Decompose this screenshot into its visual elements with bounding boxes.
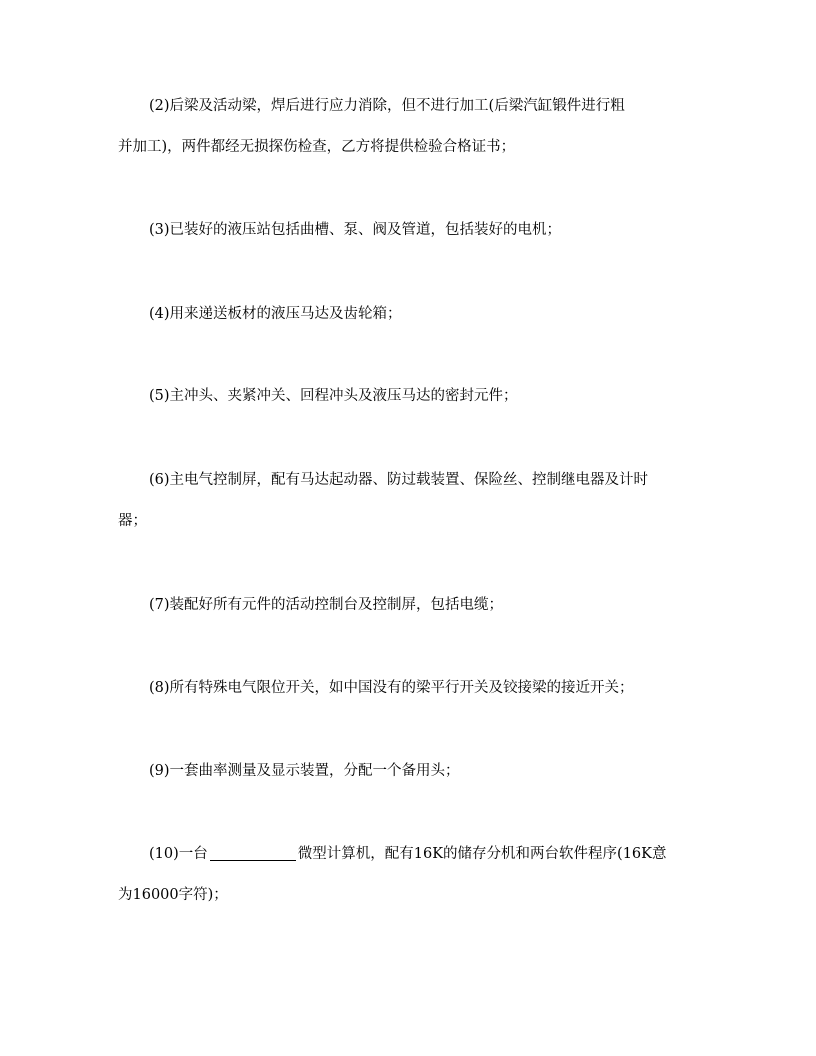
list-item-7	[118, 585, 698, 626]
list-item-3-line-1: (3)已装好的液压站包括曲槽、泵、阀及管道，包括装好的电机；	[149, 222, 562, 238]
list-item-2-line-2: 并加工)，两件都经无损探伤检查，乙方将提供检验合格证书；	[118, 139, 516, 155]
list-item-9	[118, 751, 698, 792]
list-item-4	[118, 294, 698, 335]
list-item-3	[118, 210, 698, 251]
list-item-2	[118, 86, 698, 168]
fill-in-blank	[210, 844, 296, 861]
list-item-7-line-1: (7)装配好所有元件的活动控制台及控制屏，包括电缆；	[149, 597, 504, 613]
list-item-8	[118, 668, 698, 709]
list-item-9-line-1: (9)一套曲率测量及显示装置，分配一个备用头；	[149, 763, 460, 779]
list-item-10-line-2: 为16000字符)；	[118, 887, 228, 903]
list-item-10-suffix: 微型计算机，配有16K的储存分机和两台软件程序(16K意	[297, 846, 667, 862]
list-item-8-line-1: (8)所有特殊电气限位开关，如中国没有的梁平行开关及铰接梁的接近开关；	[149, 680, 634, 696]
list-item-10-prefix: (10)一台	[149, 846, 208, 862]
list-item-2-line-1: (2)后梁及活动梁，焊后进行应力消除，但不进行加工(后梁汽缸锻件进行粗	[149, 98, 625, 114]
list-item-6-line-1: (6)主电气控制屏，配有马达起动器、防过载装置、保险丝、控制继电器及计时	[149, 472, 649, 488]
list-item-4-line-1: (4)用来递送板材的液压马达及齿轮箱；	[149, 306, 402, 322]
list-item-6	[118, 460, 698, 542]
list-item-6-line-2: 器；	[118, 513, 147, 529]
list-item-5-line-1: (5)主冲头、夹紧冲关、回程冲头及液压马达的密封元件；	[149, 388, 518, 404]
list-item-10	[118, 834, 698, 916]
list-item-10-line-1	[118, 834, 698, 875]
list-item-5	[118, 376, 698, 417]
